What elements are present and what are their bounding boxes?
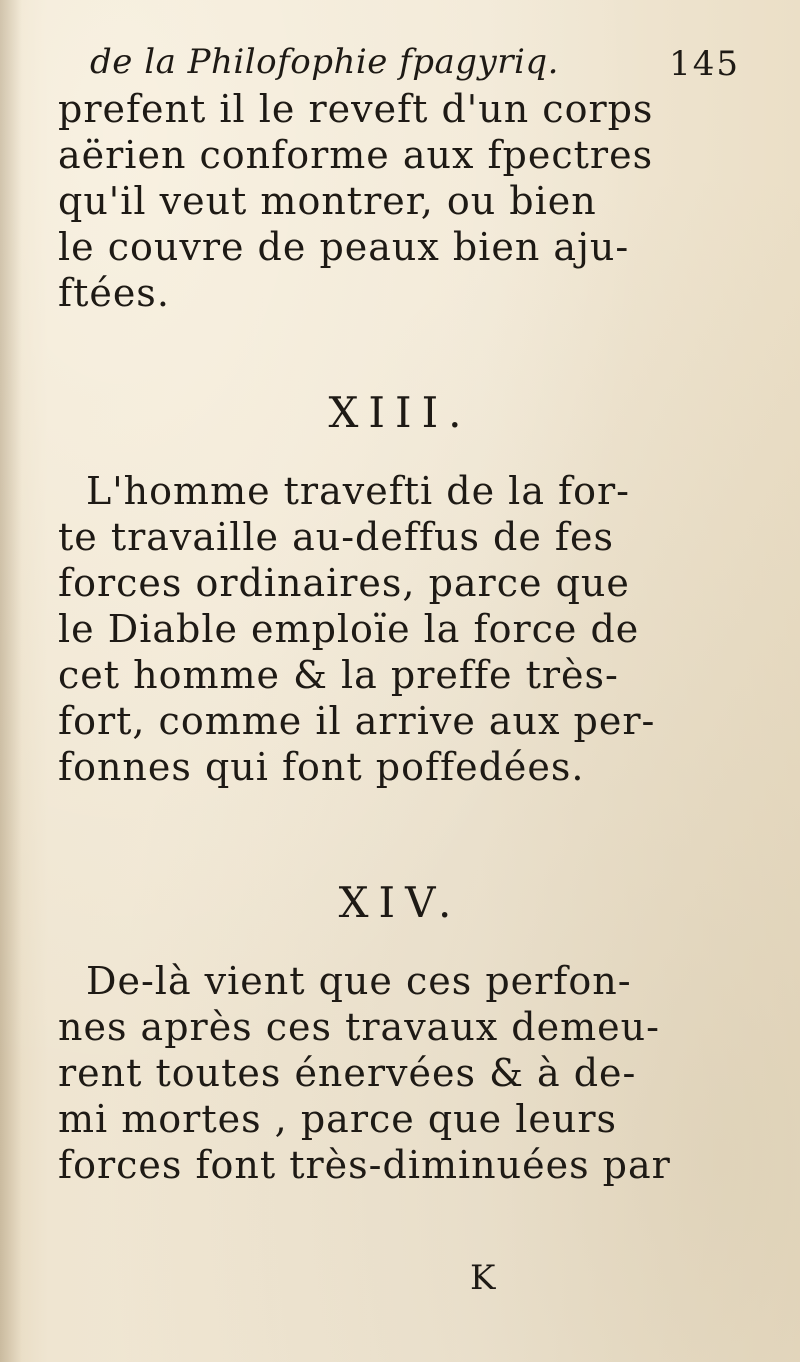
- text-line: te travaille au-deffus de fes: [58, 515, 614, 559]
- running-head: de la Philofophie fpagyriq.: [90, 42, 559, 82]
- section-numeral-xiv: XIV.: [338, 878, 462, 927]
- text-line: L'homme travefti de la for-: [86, 469, 631, 513]
- text-line: mi mortes , parce que leurs: [58, 1097, 617, 1141]
- text-line: fort, comme il arrive aux per-: [58, 699, 656, 743]
- page-gutter-shadow: [0, 0, 22, 1362]
- text-line: le Diable emploïe la force de: [58, 607, 640, 651]
- page-header: [90, 42, 740, 92]
- catchword-signature: K: [470, 1258, 496, 1298]
- text-line: fonnes qui font poffedées.: [58, 745, 585, 789]
- text-line: prefent il le reveft d'un corps: [58, 87, 654, 131]
- text-line: ftées.: [58, 271, 170, 315]
- text-line: De-là vient que ces perfon-: [86, 959, 632, 1003]
- section-xiv-paragraph: [58, 958, 738, 1188]
- page-number: 145: [669, 44, 740, 84]
- section-xiii-paragraph: [58, 468, 738, 790]
- paragraph-continuation: [58, 86, 738, 316]
- text-line: aërien conforme aux fpectres: [58, 133, 654, 177]
- text-line: le couvre de peaux bien aju-: [58, 225, 630, 269]
- text-line: rent toutes énervées & à de-: [58, 1051, 637, 1095]
- text-line: forces font très-diminuées par: [58, 1143, 671, 1187]
- section-numeral-xiii: XIII.: [328, 388, 472, 437]
- text-line: cet homme & la preffe très-: [58, 653, 619, 697]
- text-line: forces ordinaires, parce que: [58, 561, 630, 605]
- text-line: nes après ces travaux demeu-: [58, 1005, 660, 1049]
- text-line: qu'il veut montrer, ou bien: [58, 179, 597, 223]
